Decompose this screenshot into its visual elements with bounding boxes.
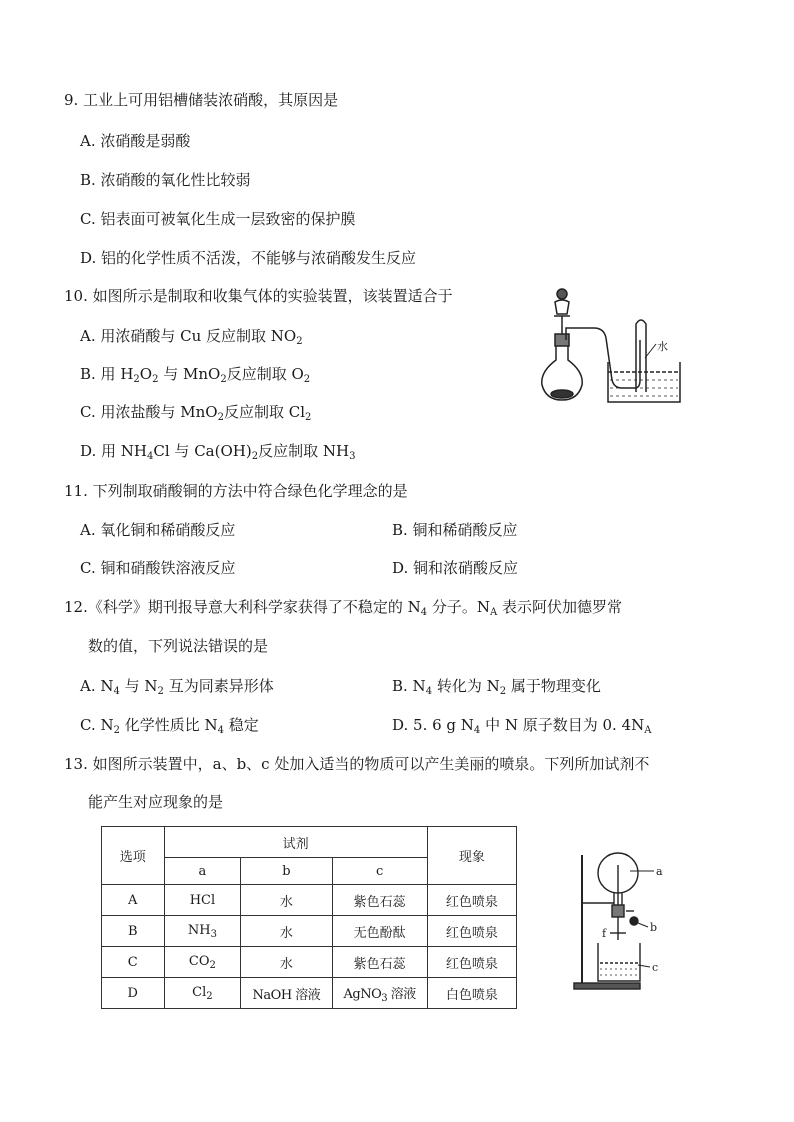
- row-phenomenon: 白色喷泉: [427, 978, 516, 1009]
- row-option: D: [102, 978, 165, 1009]
- q9-stem: 9. 工业上可用铝槽储装浓硝酸，其原因是: [64, 91, 339, 109]
- row-reagent-a: $CO_2$: [164, 947, 241, 978]
- q12-stem-line1: 12.《科学》期刊报导意大利科学家获得了不稳定的 $N_4$ 分子。$N_A$ 表示阿伏加德罗常: [64, 598, 623, 618]
- q13-label-f: f: [602, 927, 607, 940]
- table-row: [102, 916, 517, 947]
- header-sub-a: a: [164, 858, 241, 885]
- row-reagent-c: AgNO$_3$ 溶液: [332, 978, 427, 1009]
- table-row: [102, 947, 517, 978]
- header-sub-b: b: [241, 858, 332, 885]
- row-phenomenon: 红色喷泉: [427, 947, 516, 978]
- q11-stem: 11. 下列制取硝酸铜的方法中符合绿色化学理念的是: [64, 482, 408, 500]
- q9-option-b: B. 浓硝酸的氧化性比较弱: [80, 171, 251, 189]
- q12-option-b: B. $N_4$ 转化为 $N_2$ 属于物理变化: [392, 677, 601, 697]
- row-reagent-b: 水: [241, 885, 332, 916]
- q10-stem: 10. 如图所示是制取和收集气体的实验装置，该装置适合于: [64, 287, 453, 305]
- q11-option-a: A. 氧化铜和稀硝酸反应: [80, 521, 236, 539]
- row-reagent-b: 水: [241, 947, 332, 978]
- header-option: 选项: [102, 827, 165, 885]
- header-reagent: 试剂: [164, 827, 427, 858]
- q13-label-a: a: [656, 865, 663, 878]
- q13-stem-line2: 能产生对应现象的是: [88, 793, 224, 811]
- row-reagent-a: HCl: [164, 885, 241, 916]
- row-phenomenon: 红色喷泉: [427, 885, 516, 916]
- q12-option-d: D. 5. 6 g $N_4$ 中 N 原子数目为 0. $4N_A$: [392, 716, 652, 736]
- row-phenomenon: 红色喷泉: [427, 916, 516, 947]
- q10-apparatus-figure: [540, 280, 700, 415]
- row-reagent-b: NaOH 溶液: [241, 978, 332, 1009]
- q12-stem-line2: 数的值，下列说法错误的是: [88, 637, 269, 655]
- q13-label-b: b: [650, 921, 658, 934]
- q12-option-c: C. $N_2$ 化学性质比 $N_4$ 稳定: [80, 716, 259, 736]
- q12-option-a: A. $N_4$ 与 $N_2$ 互为同素异形体: [80, 677, 274, 697]
- q11-option-c: C. 铜和硝酸铁溶液反应: [80, 559, 236, 577]
- header-phenomenon: 现象: [427, 827, 516, 885]
- table-row: [102, 978, 517, 1009]
- q11-option-b: B. 铜和稀硝酸反应: [392, 521, 518, 539]
- q11-option-d: D. 铜和浓硝酸反应: [392, 559, 519, 577]
- q13-reagent-table: [101, 826, 517, 1009]
- q9-option-a: A. 浓硝酸是弱酸: [80, 132, 191, 150]
- header-sub-c: c: [332, 858, 427, 885]
- row-reagent-b: 水: [241, 916, 332, 947]
- row-option: A: [102, 885, 165, 916]
- table-row: [102, 885, 517, 916]
- q9-option-d: D. 铝的化学性质不活泼，不能够与浓硝酸发生反应: [80, 249, 417, 267]
- q10-option-d: D. 用 $NH_4Cl$ 与 $Ca(OH)_2$反应制取 $NH_3$: [80, 442, 356, 462]
- q9-option-c: C. 铝表面可被氧化生成一层致密的保护膜: [80, 210, 356, 228]
- row-reagent-c: 无色酚酞: [332, 916, 427, 947]
- row-option: C: [102, 947, 165, 978]
- row-reagent-c: 紫色石蕊: [332, 885, 427, 916]
- q13-label-c: c: [652, 961, 659, 974]
- q13-fountain-figure: [570, 845, 680, 995]
- q10-option-b: B. 用 $H_2O_2$ 与 MnO$_2$反应制取 $O_2$: [80, 365, 311, 385]
- q10-option-c: C. 用浓盐酸与 MnO$_2$反应制取 $Cl_2$: [80, 403, 312, 423]
- row-reagent-a: $Cl_2$: [164, 978, 241, 1009]
- q10-option-a: A. 用浓硝酸与 Cu 反应制取 $NO_2$: [80, 327, 303, 347]
- row-reagent-a: $NH_3$: [164, 916, 241, 947]
- row-reagent-c: 紫色石蕊: [332, 947, 427, 978]
- q10-water-label: 水: [657, 340, 668, 353]
- q13-stem-line1: 13. 如图所示装置中，a、b、c 处加入适当的物质可以产生美丽的喷泉。下列所加试剂不: [64, 755, 650, 773]
- row-option: B: [102, 916, 165, 947]
